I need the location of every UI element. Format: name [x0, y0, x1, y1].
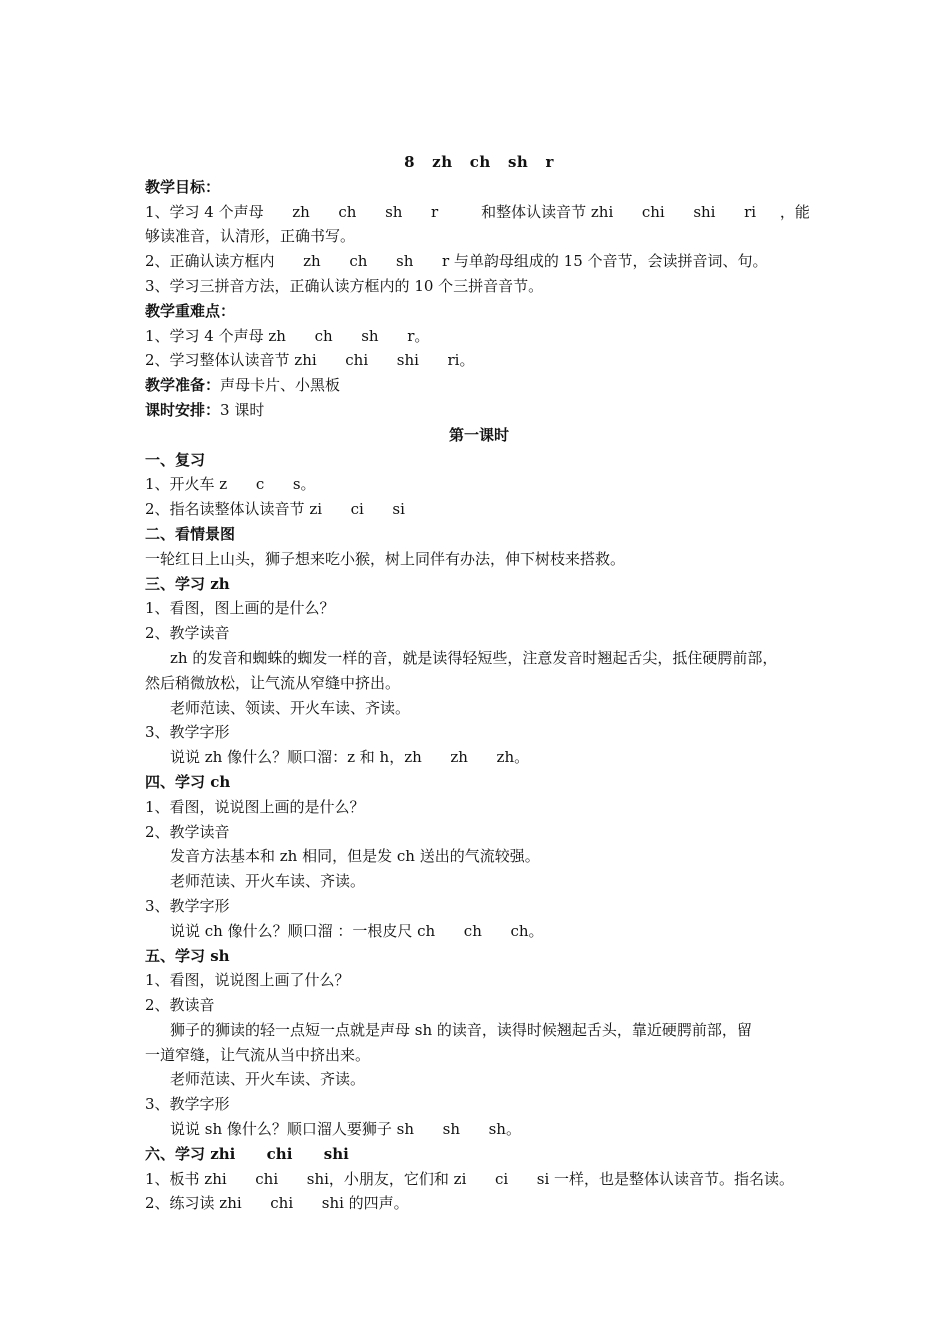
- section-heading: 五、学习 sh: [145, 946, 230, 965]
- section-line: 2、教读音: [145, 996, 215, 1015]
- lesson-section: [145, 1142, 813, 1216]
- section-line: 1、板书 zhi chi shi，小朋友，它们和 zi ci si 一样，也是整体认读音节。指名读。: [145, 1169, 795, 1188]
- section-line: 3、教学字形: [145, 896, 230, 915]
- section-line: 2、指名读整体认读音节 zi ci si: [145, 500, 405, 519]
- preparation-row: [145, 373, 813, 398]
- section-line: 说说 zh 像什么？顺口溜：z 和 h，zh zh zh。: [170, 748, 530, 767]
- objectives-heading: 教学目标：: [145, 177, 221, 196]
- section-line: 1、看图，说说图上画的是什么？: [145, 797, 365, 816]
- objective-line: 1、学习 4 个声母 zh ch sh r 和整体认读音节 zhi chi shi ri ，能: [145, 202, 810, 221]
- lesson-period-title: 第一课时: [448, 425, 509, 444]
- section-heading: 四、学习 ch: [145, 772, 231, 791]
- section-line: 2、教学读音: [145, 822, 230, 841]
- section-line: 然后稍微放松，让气流从窄缝中挤出。: [145, 673, 401, 692]
- section-line: 1、看图，说说图上画了什么？: [145, 971, 350, 990]
- section-line: 老师范读、领读、开火车读、齐读。: [170, 698, 411, 717]
- preparation-label: 教学准备：: [145, 376, 221, 395]
- section-line: 1、看图，图上画的是什么？: [145, 599, 335, 618]
- lesson-section: [145, 522, 813, 572]
- schedule-row: [145, 398, 813, 423]
- section-line: 老师范读、开火车读、齐读。: [170, 1070, 366, 1089]
- lesson-section: [145, 770, 813, 944]
- section-line: 3、教学字形: [145, 1095, 230, 1114]
- difficulties-heading: 教学重难点：: [145, 301, 236, 320]
- section-line: 说说 sh 像什么？顺口溜人要狮子 sh sh sh。: [170, 1120, 521, 1139]
- section-line: 2、练习读 zhi chi shi 的四声。: [145, 1194, 409, 1213]
- lesson-section: [145, 944, 813, 1142]
- section-line: zh 的发音和蜘蛛的蜘发一样的音，就是读得轻短些，注意发音时翘起舌尖，抵住硬腭前部，: [170, 648, 778, 667]
- difficulty-line: 2、学习整体认读音节 zhi chi shi ri。: [145, 351, 475, 370]
- section-heading: 一、复习: [145, 450, 206, 469]
- section-line: 2、教学读音: [145, 624, 230, 643]
- section-heading: 二、看情景图: [145, 524, 236, 543]
- preparation-value: 声母卡片、小黑板: [220, 376, 341, 395]
- lesson-section: [145, 448, 813, 522]
- section-line: 发音方法基本和 zh 相同，但是发 ch 送出的气流较强。: [170, 847, 540, 866]
- section-line: 一轮红日上山头，狮子想来吃小猴，树上同伴有办法，伸下树枝来搭救。: [145, 549, 626, 568]
- section-line: 3、教学字形: [145, 723, 230, 742]
- section-line: 说说 ch 像什么？顺口溜 ：一根皮尺 ch ch ch。: [170, 921, 544, 940]
- difficulty-line: 1、学习 4 个声母 zh ch sh r。: [145, 326, 430, 345]
- lesson-title: 8 zh ch sh r: [404, 153, 554, 171]
- section-heading: 六、学习 zhi chi shi: [145, 1144, 349, 1163]
- schedule-value: 3 课时: [220, 400, 265, 419]
- document-page: [145, 150, 813, 1216]
- section-line: 一道窄缝，让气流从当中挤出来。: [145, 1045, 371, 1064]
- section-line: 狮子的狮读的轻一点短一点就是声母 sh 的读音，读得时候翘起舌头，靠近硬腭前部，留: [170, 1020, 752, 1039]
- objective-line: 3、学习三拼音方法，正确认读方框内的 10 个三拼音音节。: [145, 276, 544, 295]
- objective-line: 够读准音，认清形，正确书写。: [145, 227, 356, 246]
- section-line: 1、开火车 z c s。: [145, 475, 316, 494]
- lesson-sections: [145, 448, 813, 1217]
- lesson-section: [145, 572, 813, 770]
- difficulties-list: [145, 324, 813, 374]
- schedule-label: 课时安排：: [145, 400, 221, 419]
- section-line: 老师范读、开火车读、齐读。: [170, 872, 366, 891]
- objective-line: 2、正确认读方框内 zh ch sh r 与单韵母组成的 15 个音节，会读拼音词、句。: [145, 252, 768, 271]
- objectives-list: [145, 200, 813, 299]
- section-heading: 三、学习 zh: [145, 574, 230, 593]
